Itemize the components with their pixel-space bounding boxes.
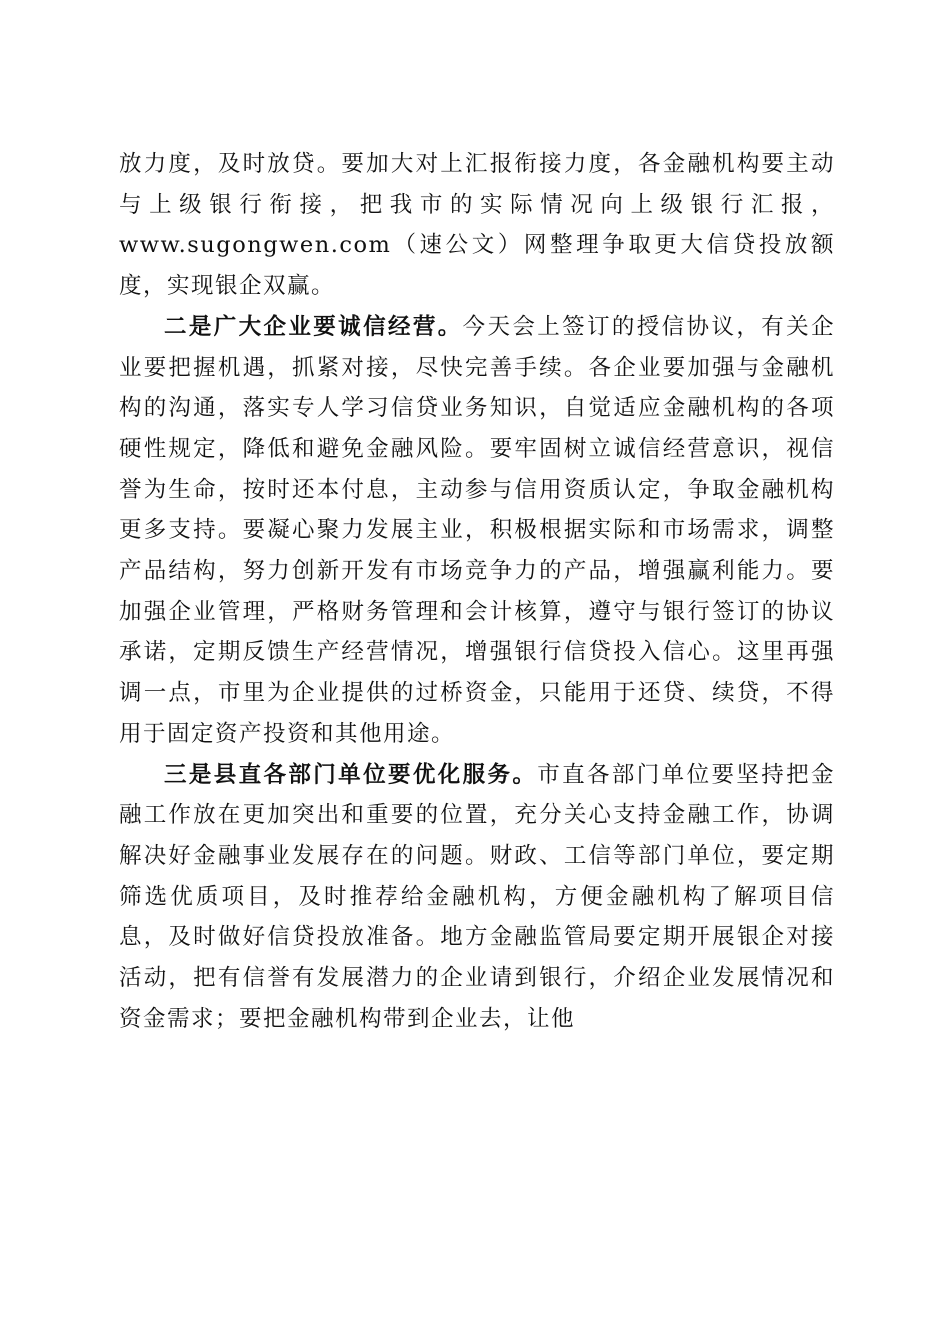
paragraph-enterprises [119,307,835,755]
paragraph-text: 今天会上签订的授信协议，有关企业要把握机遇，抓紧对接，尽快完善手续。各企业要加强与金融机构的沟通，落实专人学习信贷业务知识，自觉适应金融机构的各项硬性规定，降低和避免金融风险。要牢固树立诚信经营意识，视信誉为生命，按时还本付息，主动参与信用资质认定，争取金融机构更多支持。要凝心聚力发展主业，积极根据实际和市场需求，调整产品结构，努力创新开发有市场竞争力的产品，增强赢利能力。要加强企业管理，严格财务管理和会计核算，遵守与银行签订的协议承诺，定期反馈生产经营情况，增强银行信贷投入信心。这里再强调一点，市里为企业提供的过桥资金，只能用于还贷、续贷，不得用于固定资产投资和其他用途。 [119,313,835,747]
paragraph-text: 市直各部门单位要坚持把金融工作放在更加突出和重要的位置，充分关心支持金融工作，协调解决好金融事业发展存在的问题。财政、工信等部门单位，要定期筛选优质项目，及时推荐给金融机构，方便金融机构了解项目信息，及时做好信贷投放准备。地方金融监管局要定期开展银企对接活动，把有信誉有发展潜力的企业请到银行，介绍企业发展情况和资金需求；要把金融机构带到企业去，让他 [119,761,835,1032]
paragraph-departments [119,755,835,1040]
paragraph-lead-heading: 二是广大企业要诚信经营。 [164,313,463,340]
paragraph-lead-heading: 三是县直各部门单位要优化服务。 [164,761,538,788]
paragraph-text: 放力度，及时放贷。要加大对上汇报衔接力度，各金融机构要主动与上级银行衔接，把我市的实际情况向上级银行汇报，www.sugongwen.com（速公文）网整理争取更大信贷投放额度，实现银企双赢。 [119,151,835,300]
paragraph-continuation [119,144,835,307]
document-body [119,144,835,1039]
